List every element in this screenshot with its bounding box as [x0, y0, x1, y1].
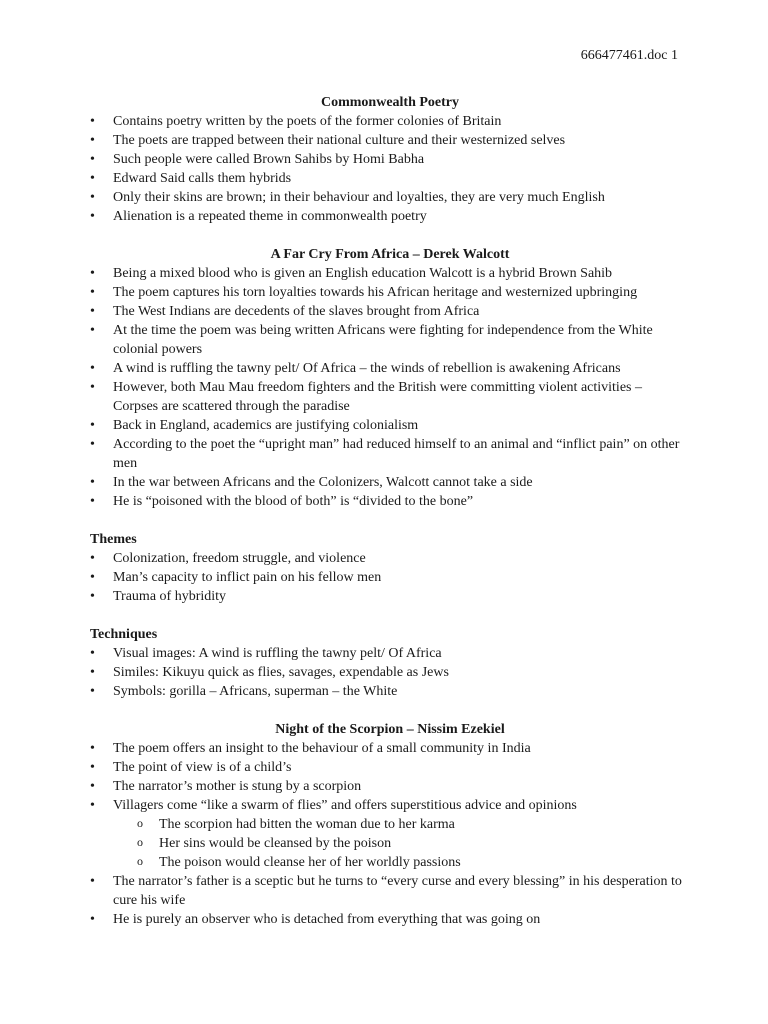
- list-item: • He is “poisoned with the blood of both” is “divided to the bone”: [90, 492, 690, 511]
- techniques-list: [90, 644, 690, 701]
- list-item: • Contains poetry written by the poets of the former colonies of Britain: [90, 112, 690, 131]
- document-body: [90, 93, 690, 929]
- list-item: • Edward Said calls them hybrids: [90, 169, 690, 188]
- scorpion-list-continued: [90, 872, 690, 929]
- list-item: • A wind is ruffling the tawny pelt/ Of Africa – the winds of rebellion is awakening Africans: [90, 359, 690, 378]
- commonwealth-poetry-list: [90, 112, 690, 226]
- list-item: • The West Indians are decedents of the slaves brought from Africa: [90, 302, 690, 321]
- list-item: • Being a mixed blood who is given an English education Walcott is a hybrid Brown Sahib: [90, 264, 690, 283]
- list-item: • He is purely an observer who is detached from everything that was going on: [90, 910, 690, 929]
- list-item: • Back in England, academics are justifying colonialism: [90, 416, 690, 435]
- list-item: • Symbols: gorilla – Africans, superman – the White: [90, 682, 690, 701]
- list-item: • Such people were called Brown Sahibs by Homi Babha: [90, 150, 690, 169]
- scorpion-sublist: [90, 815, 690, 872]
- list-item: • Only their skins are brown; in their behaviour and loyalties, they are very much English: [90, 188, 690, 207]
- list-item: • The narrator’s father is a sceptic but he turns to “every curse and every blessing” in his desperation to cure his wife: [90, 872, 690, 910]
- section-title-techniques: Techniques: [90, 627, 158, 642]
- list-item: • Trauma of hybridity: [90, 587, 690, 606]
- list-item: • The poem captures his torn loyalties towards his African heritage and westernized upbringing: [90, 283, 690, 302]
- list-item: • According to the poet the “upright man” had reduced himself to an animal and “inflict pain” on other men: [90, 435, 690, 473]
- list-item: • In the war between Africans and the Colonizers, Walcott cannot take a side: [90, 473, 690, 492]
- list-item: • Colonization, freedom struggle, and violence: [90, 549, 690, 568]
- list-item: • The poem offers an insight to the behaviour of a small community in India: [90, 739, 690, 758]
- list-item: • At the time the poem was being written Africans were fighting for independence from the White colonial powers: [90, 321, 690, 359]
- sub-list-item: o The poison would cleanse her of her worldly passions: [90, 853, 690, 872]
- list-item: • Alienation is a repeated theme in commonwealth poetry: [90, 207, 690, 226]
- list-item: • The narrator’s mother is stung by a scorpion: [90, 777, 690, 796]
- list-item: • Villagers come “like a swarm of flies” and offers superstitious advice and opinions: [90, 796, 690, 815]
- section-title-themes: Themes: [90, 532, 137, 547]
- list-item: • The poets are trapped between their national culture and their westernized selves: [90, 131, 690, 150]
- list-item: • Visual images: A wind is ruffling the tawny pelt/ Of Africa: [90, 644, 690, 663]
- list-item: • The point of view is of a child’s: [90, 758, 690, 777]
- themes-list: [90, 549, 690, 606]
- list-item: • Man’s capacity to inflict pain on his fellow men: [90, 568, 690, 587]
- list-item: • Similes: Kikuyu quick as flies, savages, expendable as Jews: [90, 663, 690, 682]
- sub-list-item: o Her sins would be cleansed by the poison: [90, 834, 690, 853]
- section-title-night-of-the-scorpion: Night of the Scorpion – Nissim Ezekiel: [275, 722, 505, 737]
- scorpion-list: [90, 739, 690, 815]
- section-title-far-cry-from-africa: A Far Cry From Africa – Derek Walcott: [270, 247, 510, 262]
- far-cry-list: [90, 264, 690, 511]
- list-item: • However, both Mau Mau freedom fighters and the British were committing violent activities – Corpses are scattered through the paradise: [90, 378, 690, 416]
- sub-list-item: o The scorpion had bitten the woman due to her karma: [90, 815, 690, 834]
- document-reference: 666477461.doc 1: [580, 48, 678, 63]
- section-title-commonwealth-poetry: Commonwealth Poetry: [320, 95, 460, 110]
